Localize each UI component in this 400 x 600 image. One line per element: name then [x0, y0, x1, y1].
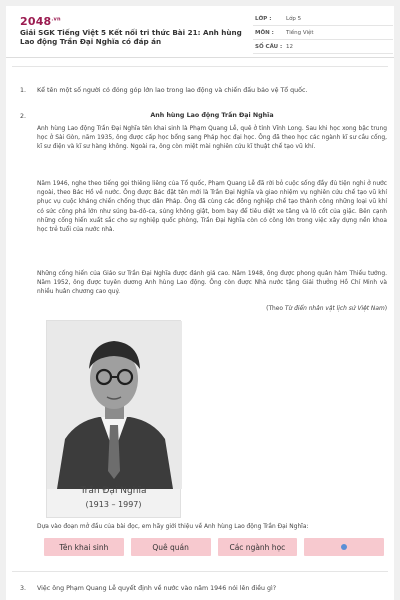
meta-row-grade	[253, 12, 393, 26]
site-logo[interactable]: $2048^{.vn}$	[20, 15, 61, 28]
question-number: 2.	[20, 113, 27, 120]
page-title: Giải SGK Tiếng Việt 5 Kết nối tri thức Bài 21: Anh hùng Lao động Trần Đại Nghĩa có đáp án	[20, 28, 242, 46]
meta-row-count	[253, 40, 393, 54]
meta-key: SỐ CÂU :	[255, 43, 283, 50]
meta-table	[253, 12, 393, 54]
page	[6, 6, 394, 600]
portrait-name: Trần Đại Nghĩa	[80, 486, 147, 496]
meta-row-subject	[253, 26, 393, 40]
meta-value: Lớp 5	[286, 15, 302, 22]
header	[6, 6, 394, 58]
choice-hometown[interactable]: Quê quán	[131, 538, 211, 556]
question-number: 3.	[20, 585, 27, 592]
question-text: Việc ông Phạm Quang Lễ quyết định về nước vào năm 1946 nói lên điều gì?	[37, 585, 277, 592]
divider	[12, 571, 388, 572]
choice-blank[interactable]	[304, 538, 384, 556]
portrait-illustration	[47, 321, 182, 489]
passage-title: Anh hùng Lao động Trần Đại Nghĩa	[150, 112, 274, 119]
answer-choices	[44, 538, 384, 556]
meta-value: Tiếng Việt	[286, 29, 314, 36]
dot-icon	[341, 544, 347, 550]
choice-fields-of-study[interactable]: Các ngành học	[218, 538, 298, 556]
meta-key: MÔN :	[255, 29, 274, 36]
choice-birth-name[interactable]: Tên khai sinh	[44, 538, 124, 556]
passage-paragraph: Những cống hiến của Giáo sư Trần Đại Nghĩa được đánh giá cao. Năm 1948, ông được phong quân hàm Thiếu tướng. Năm 1952, ông được tuyên dương Anh hùng Lao động. Ông còn được Nhà nước tặng Giải thưởng Hồ Chí Minh và nhiều huân chương cao quý.	[37, 271, 387, 296]
question-number: 1.	[20, 87, 27, 94]
portrait-years: (1913 – 1997)	[85, 500, 142, 509]
question-prompt: Dựa vào đoạn mở đầu của bài đọc, em hãy giới thiệu về Anh hùng Lao động Trần Đại Nghĩa:	[37, 524, 309, 530]
meta-key: LỚP :	[255, 15, 272, 22]
divider	[12, 66, 388, 67]
passage-source: (Theo Từ điển nhân vật lịch sử Việt Nam)	[266, 306, 387, 312]
question-text: Kể tên một số người có đóng góp lớn lao trong lao động và chiến đấu bảo vệ Tổ quốc.	[37, 87, 308, 94]
passage-paragraph: Anh hùng Lao động Trần Đại Nghĩa tên khai sinh là Phạm Quang Lễ, quê ở tỉnh Vĩnh Long. Sau khi học xong bậc trung học ở Sài Gòn, năm 1935, ông được cấp học bổng sang Pháp học đại học. Ông đã theo học các ngành kĩ sư cầu cống, kĩ sư điện và kĩ sư hàng không. Ngoài ra, ông còn miệt mài nghiên cứu kĩ thuật chế tạo vũ khí.	[37, 126, 387, 151]
passage-paragraph: Năm 1946, nghe theo tiếng gọi thiêng liêng của Tổ quốc, Phạm Quang Lễ đã rời bỏ cuộc sống đầy đủ tiện nghi ở nước ngoài, theo Bác Hồ về nước. Ông được Bác đặt tên mới là Trần Đại Nghĩa và giao nhiệm vụ nghiên cứu chế tạo vũ khí phục vụ cuộc kháng chiến chống thực dân Pháp. Ông đã cùng các đồng nghiệp chế tạo thành công những loại vũ khí có sức công phá lớn như súng ba-dô-ca, súng không giật, bom bay để tiêu diệt xe tăng và lô cốt của giặc. Bên cạnh những cống hiến xuất sắc cho sự nghiệp quốc phòng, Trần Đại Nghĩa còn có công lớn trong việc xây dựng nền khoa học trẻ tuổi của nước nhà.	[37, 181, 387, 234]
meta-value: 12	[286, 43, 293, 50]
